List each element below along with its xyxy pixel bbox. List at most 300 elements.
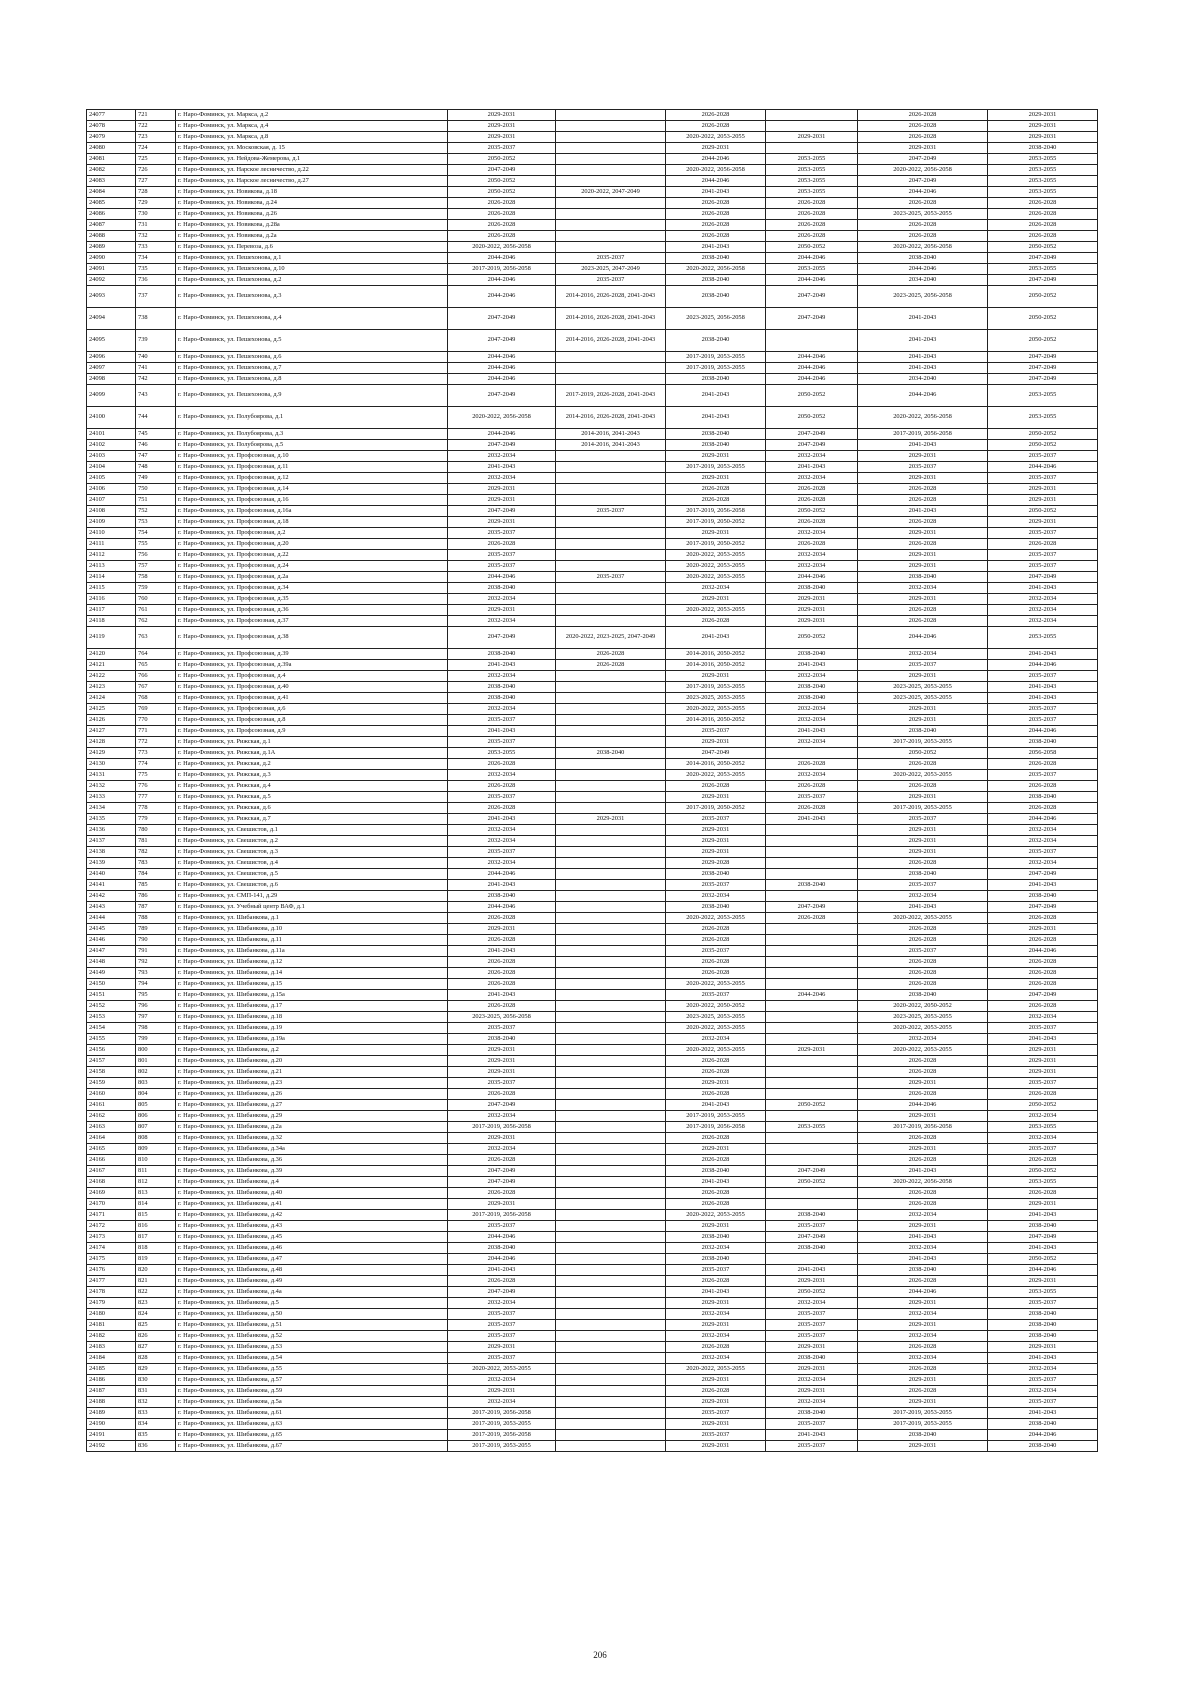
cell-col-a: 2017-2019, 2056-2058 — [448, 264, 556, 275]
cell-col-b — [556, 1133, 666, 1144]
cell-col-c: 2026-2028 — [666, 484, 766, 495]
cell-no: 24138 — [87, 847, 136, 858]
cell-col-f: 2050-2052 — [988, 308, 1098, 330]
cell-col-e: 2044-2046 — [858, 385, 988, 407]
cell-col-b — [556, 1111, 666, 1122]
cell-sub-no: 758 — [136, 572, 176, 583]
table-row — [87, 583, 1098, 594]
cell-col-c: 2035-2037 — [666, 946, 766, 957]
cell-col-d — [766, 121, 858, 132]
cell-no: 24105 — [87, 473, 136, 484]
cell-no: 24115 — [87, 583, 136, 594]
cell-col-b — [556, 1001, 666, 1012]
schedule-table-body — [87, 110, 1098, 1452]
cell-col-c: 2044-2046 — [666, 154, 766, 165]
cell-col-a: 2017-2019, 2053-2055 — [448, 1441, 556, 1452]
cell-address: г. Наро-Фоминск, ул. Шибанкова, д.21 — [176, 1067, 448, 1078]
cell-address: г. Наро-Фоминск, ул. Профсоюзная, д.22 — [176, 550, 448, 561]
cell-sub-no: 795 — [136, 990, 176, 1001]
cell-col-f: 2029-2031 — [988, 517, 1098, 528]
cell-col-c: 2038-2040 — [666, 374, 766, 385]
cell-address: г. Наро-Фоминск, ул. Шибанкова, д.4а — [176, 1287, 448, 1298]
cell-col-b — [556, 671, 666, 682]
cell-col-e: 2026-2028 — [858, 517, 988, 528]
cell-col-f: 2038-2040 — [988, 1419, 1098, 1430]
cell-sub-no: 818 — [136, 1243, 176, 1254]
cell-col-e: 2029-2031 — [858, 473, 988, 484]
table-row — [87, 1056, 1098, 1067]
cell-col-d: 2035-2037 — [766, 1309, 858, 1320]
cell-address: г. Наро-Фоминск, ул. Новикова, д.24 — [176, 198, 448, 209]
cell-col-a: 2050-2052 — [448, 176, 556, 187]
cell-no: 24103 — [87, 451, 136, 462]
cell-col-b — [556, 110, 666, 121]
cell-col-d — [766, 1089, 858, 1100]
table-row — [87, 825, 1098, 836]
cell-col-b — [556, 924, 666, 935]
cell-col-d: 2035-2037 — [766, 1221, 858, 1232]
cell-col-b — [556, 715, 666, 726]
cell-col-b — [556, 1221, 666, 1232]
cell-col-d: 2047-2049 — [766, 440, 858, 451]
cell-col-c: 2041-2043 — [666, 187, 766, 198]
cell-col-a: 2026-2028 — [448, 781, 556, 792]
table-row — [87, 132, 1098, 143]
table-row — [87, 1397, 1098, 1408]
cell-col-f: 2029-2031 — [988, 1067, 1098, 1078]
cell-address: г. Наро-Фоминск, ул. Профсоюзная, д.9 — [176, 726, 448, 737]
cell-col-a: 2026-2028 — [448, 198, 556, 209]
cell-col-f: 2035-2037 — [988, 561, 1098, 572]
cell-col-e: 2044-2046 — [858, 1100, 988, 1111]
table-row — [87, 1188, 1098, 1199]
cell-address: г. Наро-Фоминск, ул. Шибанкова, д.15 — [176, 979, 448, 990]
cell-col-f: 2050-2052 — [988, 286, 1098, 308]
cell-col-c: 2017-2019, 2050-2052 — [666, 803, 766, 814]
cell-no: 24106 — [87, 484, 136, 495]
cell-col-f: 2044-2046 — [988, 462, 1098, 473]
cell-no: 24083 — [87, 176, 136, 187]
cell-col-b — [556, 132, 666, 143]
cell-col-e: 2023-2025, 2053-2055 — [858, 1012, 988, 1023]
cell-col-e: 2026-2028 — [858, 1056, 988, 1067]
cell-address: г. Наро-Фоминск, ул. Профсоюзная, д.39а — [176, 660, 448, 671]
cell-address: г. Наро-Фоминск, ул. Шибанкова, д.1 — [176, 913, 448, 924]
cell-col-e: 2029-2031 — [858, 550, 988, 561]
cell-sub-no: 819 — [136, 1254, 176, 1265]
cell-sub-no: 817 — [136, 1232, 176, 1243]
cell-col-f: 2038-2040 — [988, 792, 1098, 803]
cell-col-c: 2020-2022, 2053-2055 — [666, 132, 766, 143]
cell-col-e: 2026-2028 — [858, 231, 988, 242]
cell-sub-no: 747 — [136, 451, 176, 462]
cell-col-b — [556, 1155, 666, 1166]
cell-col-b — [556, 165, 666, 176]
cell-col-f: 2029-2031 — [988, 110, 1098, 121]
cell-col-b — [556, 594, 666, 605]
cell-col-e: 2029-2031 — [858, 143, 988, 154]
cell-col-b — [556, 1078, 666, 1089]
cell-col-a: 2047-2049 — [448, 330, 556, 352]
cell-col-e: 2029-2031 — [858, 594, 988, 605]
cell-col-c: 2038-2040 — [666, 440, 766, 451]
cell-col-c: 2029-2031 — [666, 1221, 766, 1232]
cell-col-b: 2014-2016, 2041-2043 — [556, 429, 666, 440]
cell-col-c: 2044-2046 — [666, 176, 766, 187]
cell-col-f: 2035-2037 — [988, 550, 1098, 561]
cell-col-c: 2029-2031 — [666, 1419, 766, 1430]
cell-no: 24156 — [87, 1045, 136, 1056]
cell-col-c: 2026-2028 — [666, 1155, 766, 1166]
cell-col-a: 2035-2037 — [448, 1331, 556, 1342]
cell-col-f: 2053-2055 — [988, 176, 1098, 187]
cell-col-f: 2026-2028 — [988, 220, 1098, 231]
cell-address: г. Наро-Фоминск, ул. Шибанкова, д.43 — [176, 1221, 448, 1232]
cell-col-f: 2026-2028 — [988, 913, 1098, 924]
cell-col-e: 2032-2034 — [858, 1309, 988, 1320]
cell-col-a: 2038-2040 — [448, 1243, 556, 1254]
cell-col-a: 2041-2043 — [448, 880, 556, 891]
cell-col-f: 2047-2049 — [988, 363, 1098, 374]
table-row — [87, 495, 1098, 506]
cell-col-b — [556, 539, 666, 550]
cell-no: 24079 — [87, 132, 136, 143]
cell-col-d: 2053-2055 — [766, 176, 858, 187]
table-row — [87, 847, 1098, 858]
cell-no: 24117 — [87, 605, 136, 616]
cell-col-b — [556, 462, 666, 473]
cell-col-c: 2026-2028 — [666, 616, 766, 627]
cell-col-e: 2032-2034 — [858, 1243, 988, 1254]
cell-sub-no: 746 — [136, 440, 176, 451]
cell-col-d — [766, 110, 858, 121]
cell-col-c: 2038-2040 — [666, 1166, 766, 1177]
cell-col-e: 2029-2031 — [858, 1221, 988, 1232]
cell-col-c: 2020-2022, 2056-2058 — [666, 165, 766, 176]
table-row — [87, 759, 1098, 770]
table-row — [87, 1309, 1098, 1320]
cell-sub-no: 730 — [136, 209, 176, 220]
cell-col-d: 2035-2037 — [766, 1419, 858, 1430]
cell-col-a: 2041-2043 — [448, 814, 556, 825]
cell-col-c: 2038-2040 — [666, 330, 766, 352]
cell-no: 24184 — [87, 1353, 136, 1364]
cell-col-f: 2032-2034 — [988, 858, 1098, 869]
cell-col-f: 2035-2037 — [988, 847, 1098, 858]
cell-col-f: 2038-2040 — [988, 891, 1098, 902]
cell-col-a: 2053-2055 — [448, 748, 556, 759]
cell-col-f: 2026-2028 — [988, 1188, 1098, 1199]
cell-col-e: 2041-2043 — [858, 1254, 988, 1265]
cell-col-f: 2041-2043 — [988, 649, 1098, 660]
cell-address: г. Наро-Фоминск, ул. Маркса, д.2 — [176, 110, 448, 121]
cell-sub-no: 729 — [136, 198, 176, 209]
cell-col-e: 2034-2040 — [858, 275, 988, 286]
cell-address: г. Наро-Фоминск, ул. Новикова, д.26 — [176, 209, 448, 220]
cell-address: г. Наро-Фоминск, ул. Шибанкова, д.46 — [176, 1243, 448, 1254]
table-row — [87, 770, 1098, 781]
cell-col-a: 2044-2046 — [448, 374, 556, 385]
cell-col-d: 2038-2040 — [766, 1210, 858, 1221]
cell-col-a: 2029-2031 — [448, 1133, 556, 1144]
cell-address: г. Наро-Фоминск, ул. Шибанкова, д.59 — [176, 1386, 448, 1397]
cell-col-d: 2038-2040 — [766, 649, 858, 660]
cell-sub-no: 742 — [136, 374, 176, 385]
cell-col-f: 2050-2052 — [988, 506, 1098, 517]
cell-no: 24177 — [87, 1276, 136, 1287]
cell-no: 24136 — [87, 825, 136, 836]
cell-col-f: 2041-2043 — [988, 583, 1098, 594]
cell-col-c: 2041-2043 — [666, 1287, 766, 1298]
cell-col-c: 2035-2037 — [666, 1408, 766, 1419]
cell-sub-no: 803 — [136, 1078, 176, 1089]
cell-col-e: 2023-2025, 2056-2058 — [858, 286, 988, 308]
cell-no: 24173 — [87, 1232, 136, 1243]
cell-col-c: 2032-2034 — [666, 1331, 766, 1342]
table-row — [87, 1287, 1098, 1298]
table-row — [87, 165, 1098, 176]
cell-col-f: 2026-2028 — [988, 1155, 1098, 1166]
cell-sub-no: 798 — [136, 1023, 176, 1034]
cell-col-c: 2017-2019, 2050-2052 — [666, 539, 766, 550]
cell-address: г. Наро-Фоминск, ул. Пешехонова, д.2 — [176, 275, 448, 286]
cell-col-b — [556, 957, 666, 968]
table-row — [87, 253, 1098, 264]
cell-col-a: 2047-2049 — [448, 440, 556, 451]
cell-no: 24102 — [87, 440, 136, 451]
cell-sub-no: 829 — [136, 1364, 176, 1375]
cell-col-e: 2029-2031 — [858, 671, 988, 682]
cell-col-d — [766, 1199, 858, 1210]
cell-sub-no: 836 — [136, 1441, 176, 1452]
cell-address: г. Наро-Фоминск, ул. Профсоюзная, д.16а — [176, 506, 448, 517]
cell-no: 24098 — [87, 374, 136, 385]
cell-address: г. Наро-Фоминск, ул. Шибанкова, д.67 — [176, 1441, 448, 1452]
cell-col-b: 2023-2025, 2047-2049 — [556, 264, 666, 275]
cell-col-f: 2035-2037 — [988, 715, 1098, 726]
cell-no: 24095 — [87, 330, 136, 352]
cell-sub-no: 784 — [136, 869, 176, 880]
cell-col-a: 2026-2028 — [448, 913, 556, 924]
cell-col-e: 2032-2034 — [858, 1331, 988, 1342]
cell-col-c: 2029-2031 — [666, 847, 766, 858]
cell-col-d — [766, 847, 858, 858]
cell-col-a: 2047-2049 — [448, 165, 556, 176]
cell-col-c: 2020-2022, 2053-2055 — [666, 550, 766, 561]
cell-col-a: 2041-2043 — [448, 1265, 556, 1276]
cell-col-f: 2053-2055 — [988, 187, 1098, 198]
cell-col-f: 2041-2043 — [988, 880, 1098, 891]
cell-col-d — [766, 1012, 858, 1023]
cell-col-c: 2029-2031 — [666, 836, 766, 847]
cell-sub-no: 789 — [136, 924, 176, 935]
cell-no: 24086 — [87, 209, 136, 220]
table-row — [87, 506, 1098, 517]
cell-col-d: 2050-2052 — [766, 407, 858, 429]
cell-sub-no: 770 — [136, 715, 176, 726]
table-row — [87, 143, 1098, 154]
table-row — [87, 1089, 1098, 1100]
cell-col-f: 2032-2034 — [988, 825, 1098, 836]
cell-no: 24112 — [87, 550, 136, 561]
cell-col-c: 2029-2031 — [666, 1298, 766, 1309]
cell-col-e: 2026-2028 — [858, 1089, 988, 1100]
cell-col-e: 2020-2022, 2056-2058 — [858, 165, 988, 176]
cell-col-a: 2026-2028 — [448, 957, 556, 968]
cell-col-d: 2032-2034 — [766, 770, 858, 781]
cell-col-e: 2017-2019, 2056-2058 — [858, 1122, 988, 1133]
cell-col-d: 2029-2031 — [766, 1386, 858, 1397]
cell-no: 24147 — [87, 946, 136, 957]
cell-col-b — [556, 154, 666, 165]
cell-col-e: 2026-2028 — [858, 1386, 988, 1397]
cell-col-b — [556, 781, 666, 792]
cell-col-b: 2026-2028 — [556, 660, 666, 671]
cell-col-e: 2047-2049 — [858, 154, 988, 165]
cell-sub-no: 765 — [136, 660, 176, 671]
cell-col-b — [556, 1144, 666, 1155]
table-row — [87, 660, 1098, 671]
table-row — [87, 275, 1098, 286]
cell-col-b — [556, 847, 666, 858]
cell-address: г. Наро-Фоминск, ул. Новикова, д.18 — [176, 187, 448, 198]
cell-col-e: 2032-2034 — [858, 649, 988, 660]
cell-col-c: 2026-2028 — [666, 924, 766, 935]
cell-col-a: 2029-2031 — [448, 495, 556, 506]
cell-sub-no: 826 — [136, 1331, 176, 1342]
cell-col-c: 2035-2037 — [666, 1265, 766, 1276]
cell-sub-no: 802 — [136, 1067, 176, 1078]
cell-no: 24123 — [87, 682, 136, 693]
cell-address: г. Наро-Фоминск, ул. Свешистов, д.5 — [176, 869, 448, 880]
cell-col-c: 2026-2028 — [666, 968, 766, 979]
cell-address: г. Наро-Фоминск, ул. Шибанкова, д.15а — [176, 990, 448, 1001]
cell-col-e: 2026-2028 — [858, 1188, 988, 1199]
table-row — [87, 1243, 1098, 1254]
cell-col-e: 2029-2031 — [858, 825, 988, 836]
cell-sub-no: 806 — [136, 1111, 176, 1122]
cell-no: 24129 — [87, 748, 136, 759]
cell-col-d: 2026-2028 — [766, 781, 858, 792]
cell-address: г. Наро-Фоминск, ул. Шибанкова, д.41 — [176, 1199, 448, 1210]
cell-col-d: 2053-2055 — [766, 154, 858, 165]
table-row — [87, 594, 1098, 605]
cell-col-a: 2017-2019, 2056-2058 — [448, 1210, 556, 1221]
cell-address: г. Наро-Фоминск, ул. Профсоюзная, д.20 — [176, 539, 448, 550]
cell-no: 24176 — [87, 1265, 136, 1276]
cell-col-b — [556, 935, 666, 946]
cell-col-d: 2053-2055 — [766, 165, 858, 176]
cell-col-b — [556, 176, 666, 187]
cell-col-f: 2041-2043 — [988, 1210, 1098, 1221]
cell-col-e: 2041-2043 — [858, 1232, 988, 1243]
table-row — [87, 1441, 1098, 1452]
cell-col-e: 2026-2028 — [858, 495, 988, 506]
table-row — [87, 1177, 1098, 1188]
cell-col-b — [556, 1188, 666, 1199]
cell-col-e: 2017-2019, 2053-2055 — [858, 737, 988, 748]
cell-address: г. Наро-Фоминск, ул. Профсоюзная, д.4 — [176, 671, 448, 682]
cell-no: 24152 — [87, 1001, 136, 1012]
cell-col-c: 2038-2040 — [666, 1232, 766, 1243]
cell-col-a: 2047-2049 — [448, 1177, 556, 1188]
cell-col-a: 2035-2037 — [448, 1309, 556, 1320]
cell-sub-no: 813 — [136, 1188, 176, 1199]
cell-sub-no: 735 — [136, 264, 176, 275]
cell-col-f: 2035-2037 — [988, 1375, 1098, 1386]
cell-col-b — [556, 1287, 666, 1298]
cell-col-c: 2026-2028 — [666, 495, 766, 506]
cell-col-b — [556, 473, 666, 484]
cell-col-b — [556, 561, 666, 572]
cell-address: г. Наро-Фоминск, ул. Шибанкова, д.17 — [176, 1001, 448, 1012]
cell-address: г. Наро-Фоминск, ул. Шибанкова, д.53 — [176, 1342, 448, 1353]
cell-col-f: 2026-2028 — [988, 979, 1098, 990]
table-row — [87, 1144, 1098, 1155]
cell-address: г. Наро-Фоминск, ул. Полубоярова, д.5 — [176, 440, 448, 451]
cell-col-c: 2017-2019, 2056-2058 — [666, 1122, 766, 1133]
cell-col-a: 2035-2037 — [448, 561, 556, 572]
cell-col-f: 2026-2028 — [988, 803, 1098, 814]
cell-col-a: 2026-2028 — [448, 759, 556, 770]
table-row — [87, 1364, 1098, 1375]
cell-sub-no: 757 — [136, 561, 176, 572]
cell-col-f: 2029-2031 — [988, 121, 1098, 132]
cell-no: 24122 — [87, 671, 136, 682]
cell-col-a: 2044-2046 — [448, 869, 556, 880]
cell-col-c: 2029-2031 — [666, 671, 766, 682]
cell-col-f: 2041-2043 — [988, 1034, 1098, 1045]
cell-sub-no: 830 — [136, 1375, 176, 1386]
cell-address: г. Наро-Фоминск, ул. Шибанкова, д.36 — [176, 1155, 448, 1166]
cell-sub-no: 732 — [136, 231, 176, 242]
cell-col-c: 2026-2028 — [666, 1386, 766, 1397]
cell-col-f: 2032-2034 — [988, 1386, 1098, 1397]
cell-col-b — [556, 1254, 666, 1265]
cell-col-f: 2029-2031 — [988, 1056, 1098, 1067]
cell-col-d: 2035-2037 — [766, 1320, 858, 1331]
cell-address: г. Наро-Фоминск, ул. Шибанкова, д.11 — [176, 935, 448, 946]
cell-address: г. Наро-Фоминск, ул. Профсоюзная, д.6 — [176, 704, 448, 715]
table-row — [87, 1386, 1098, 1397]
cell-no: 24111 — [87, 539, 136, 550]
cell-col-e: 2032-2034 — [858, 1210, 988, 1221]
table-row — [87, 209, 1098, 220]
cell-col-f: 2038-2040 — [988, 1441, 1098, 1452]
cell-col-f: 2026-2028 — [988, 231, 1098, 242]
cell-no: 24099 — [87, 385, 136, 407]
cell-col-c: 2029-2031 — [666, 1375, 766, 1386]
cell-col-e: 2029-2031 — [858, 715, 988, 726]
cell-col-c: 2032-2034 — [666, 1353, 766, 1364]
cell-address: г. Наро-Фоминск, ул. Рижская, д.5 — [176, 792, 448, 803]
cell-col-e: 2029-2031 — [858, 792, 988, 803]
cell-col-a: 2020-2022, 2056-2058 — [448, 407, 556, 429]
cell-sub-no: 792 — [136, 957, 176, 968]
cell-col-d: 2032-2034 — [766, 737, 858, 748]
cell-col-d: 2044-2046 — [766, 572, 858, 583]
cell-col-d — [766, 825, 858, 836]
cell-sub-no: 766 — [136, 671, 176, 682]
cell-col-c: 2020-2022, 2053-2055 — [666, 979, 766, 990]
cell-col-a: 2029-2031 — [448, 605, 556, 616]
cell-col-f: 2050-2052 — [988, 1166, 1098, 1177]
cell-col-e: 2038-2040 — [858, 572, 988, 583]
cell-col-c: 2017-2019, 2053-2055 — [666, 462, 766, 473]
cell-col-d — [766, 748, 858, 759]
cell-col-b: 2014-2016, 2026-2028, 2041-2043 — [556, 286, 666, 308]
table-row — [87, 517, 1098, 528]
